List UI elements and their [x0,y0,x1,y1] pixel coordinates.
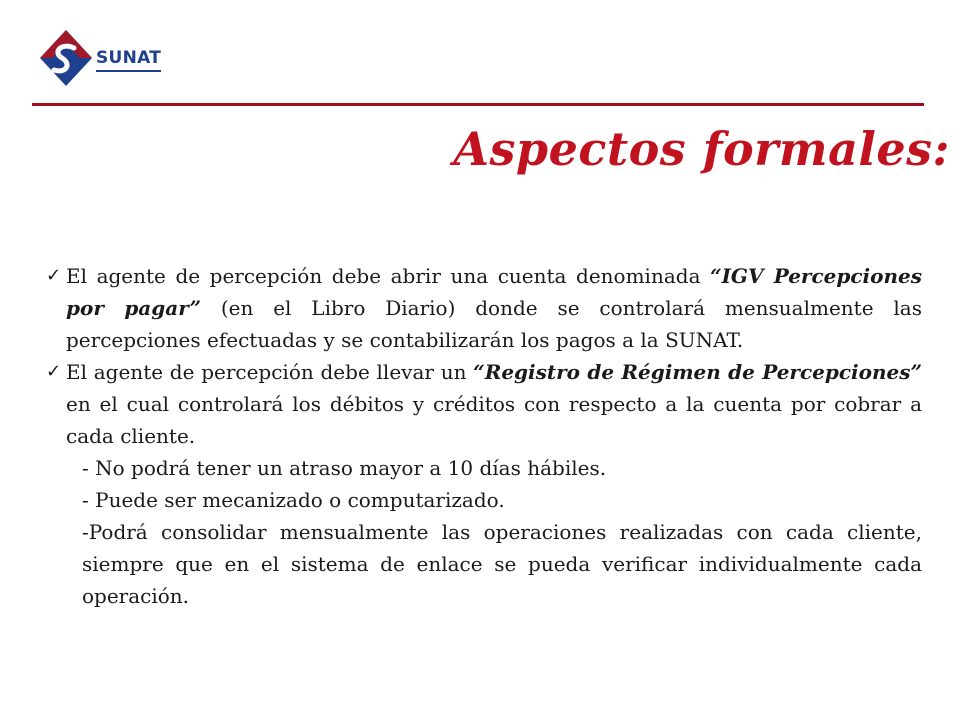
bullet-item [46,260,922,356]
bullet-emphasis: “Registro de Régimen de Percepciones” [473,360,922,384]
slide-content [46,260,922,612]
bullet-text: (en el Libro Diario) donde se controlará mensualmente las percepciones efectuadas y se contabilizarán los pagos a la SUNAT. [66,296,922,352]
sub-item: - Puede ser mecanizado o computarizado. [82,488,505,512]
sub-item: -Podrá consolidar mensualmente las operaciones realizadas con cada cliente, siempre que en el sistema de enlace se pueda verificar individualmente cada operación. [82,520,922,608]
bullet-text: en el cual controlará los débitos y créditos con respecto a la cuenta por cobrar a cada cliente. [66,392,922,448]
check-icon: ✓ [46,265,62,286]
logo-text: SUNAT [96,48,161,72]
sub-item: - No podrá tener un atraso mayor a 10 días hábiles. [82,456,607,480]
bullet-text: El agente de percepción debe llevar un [66,360,474,384]
header-rule [32,103,924,106]
sunat-logo [38,28,188,98]
sunat-diamond-icon [38,28,98,92]
check-icon: ✓ [46,361,62,382]
bullet-text: El agente de percepción debe abrir una cuenta denominada [66,264,711,288]
bullet-emphasis: “IGV Percepciones por pagar” [66,264,922,320]
bullet-item [46,356,922,452]
page-title: Aspectos formales: [453,122,950,176]
